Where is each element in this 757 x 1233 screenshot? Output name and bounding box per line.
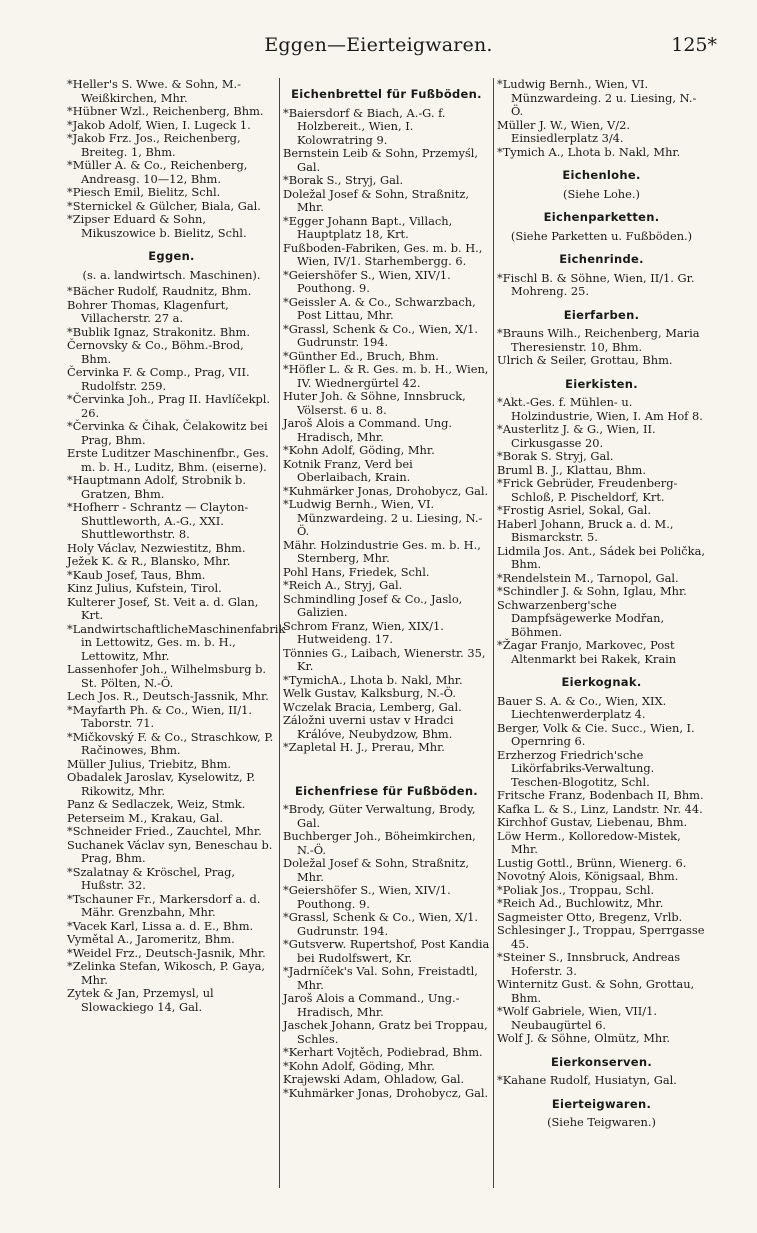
directory-entry: Novotný Alois, Königsaal, Bhm. xyxy=(497,869,679,883)
directory-entry: Panz & Sedlaczek, Weiz, Stmk. xyxy=(67,797,246,811)
directory-entry: *Žagar Franjo, Markovec, Post Altenmarkt bei Rakek, Krain xyxy=(497,638,677,666)
directory-entry: *Jakob Frz. Jos., Reichenberg, Breiteg. 1, Bhm. xyxy=(67,131,241,159)
directory-entry: Tönnies G., Laibach, Wienerstr. 35, Kr. xyxy=(283,645,486,673)
directory-entry: Holy Václav, Nezwiestitz, Bhm. xyxy=(67,540,246,555)
directory-entry: Ulrich & Seiler, Grottau, Bhm. xyxy=(497,353,673,367)
directory-entry: *Fischl B. & Söhne, Wien, II/1. Gr. Mohreng. 25. xyxy=(497,270,695,298)
directory-entry: *Reich Ad., Buchlowitz, Mhr. xyxy=(497,896,664,910)
directory-entry: *Höfler L. & R. Ges. m. b. H., Wien, IV. Wiednergürtel 42. xyxy=(283,362,489,390)
directory-entry: Obadalek Jaroslav, Kyselowitz, P. Rikowitz, Mhr. xyxy=(67,770,256,798)
cross-reference: (Siehe Teigwaren.) xyxy=(547,1115,656,1129)
directory-entry: Bohrer Thomas, Klagenfurt, Villacherstr. 27 a. xyxy=(67,297,229,325)
directory-entry: Mähr. Holzindustrie Ges. m. b. H., Sternberg, Mhr. xyxy=(283,537,481,565)
directory-entry: Erzherzog Friedrich'sche Likörfabriks-Verwaltung. Teschen-Blogotitz, Schl. xyxy=(497,747,655,789)
directory-entry: Lassenhofer Joh., Wilhelmsburg b. St. Pölten, N.-Ö. xyxy=(67,662,267,690)
directory-entry: *Jakob Adolf, Wien, I. Lugeck 1. xyxy=(67,117,251,132)
directory-entry: Bruml B. J., Klattau, Bhm. xyxy=(497,462,646,477)
directory-entry: Kafka L. & S., Linz, Landstr. Nr. 44. xyxy=(497,801,703,816)
directory-entry: Wczelak Bracia, Lemberg, Gal. xyxy=(283,699,462,714)
directory-entry: *Reich A., Stryj, Gal. xyxy=(283,578,403,592)
directory-entry: *Kohn Adolf, Göding, Mhr. xyxy=(283,1058,435,1073)
directory-entry: *Borak S., Stryj, Gal. xyxy=(283,173,404,187)
directory-entry: Bernstein Leib & Sohn, Przemyśl, Gal. xyxy=(283,146,479,174)
section-spacer xyxy=(283,755,490,775)
directory-entry: *Szalatnay & Kröschel, Prag, Hußstr. 32. xyxy=(67,864,236,892)
directory-entry: Löw Herm., Kolloredow-Mistek, Mhr. xyxy=(497,828,681,856)
directory-entry: Schrom Franz, Wien, XIX/1. Hutweideng. 17. xyxy=(283,618,444,646)
directory-entry: *Geissler A. & Co., Schwarzbach, Post Littau, Mhr. xyxy=(283,294,476,322)
directory-entry: Huter Joh. & Söhne, Innsbruck, Völserst. 6 u. 8. xyxy=(283,389,466,417)
directory-entry: Wolf J. & Söhne, Olmütz, Mhr. xyxy=(497,1031,671,1045)
directory-entry: *Vacek Karl, Lissa a. d. E., Bhm. xyxy=(67,918,254,933)
cross-reference: (Siehe Parketten u. Fußböden.) xyxy=(510,228,693,243)
section-heading: Eierkisten. xyxy=(565,376,638,391)
directory-entry: *TymichA., Lhota b. Nakl, Mhr. xyxy=(283,672,463,687)
directory-entry: *Červinka Joh., Prag II. Havlíčekpl. 26. xyxy=(67,392,271,420)
directory-entry: *Günther Ed., Bruch, Bhm. xyxy=(283,348,439,363)
directory-entry: Záložni uverni ustav v Hradci Králóve, Neubydzow, Bhm. xyxy=(283,713,454,741)
page-number: 125* xyxy=(671,34,717,56)
directory-entry: *Kahane Rudolf, Husiatyn, Gal. xyxy=(497,1073,677,1087)
directory-entry: *Austerlitz J. & G., Wien, II. Cirkusgasse 20. xyxy=(497,422,656,450)
directory-entry: Buchberger Joh., Böheimkirchen, N.-Ö. xyxy=(283,829,476,857)
section-heading: Eierkonserven. xyxy=(550,1054,653,1069)
directory-entry: *Piesch Emil, Bielitz, Schl. xyxy=(67,185,221,199)
directory-columns xyxy=(64,78,710,1188)
directory-entry: Krajewski Adam, Ohladow, Gal. xyxy=(283,1072,465,1086)
column-left xyxy=(64,77,286,1188)
directory-entry: Kinz Julius, Kufstein, Tirol. xyxy=(67,581,222,595)
directory-entry: *Kuhmärker Jonas, Drohobycz, Gal. xyxy=(283,1085,489,1100)
directory-entry: Jaroš Alois a Command., Ung.-Hradisch, Mhr. xyxy=(283,991,460,1019)
directory-entry: Lidmila Jos. Ant., Sádek bei Polička, Bhm. xyxy=(497,543,705,571)
directory-entry: *Zelinka Stefan, Wikosch, P. Gaya, Mhr. xyxy=(67,959,266,987)
directory-entry: *Schneider Fried., Zauchtel, Mhr. xyxy=(67,824,262,838)
directory-entry: Schwarzenberg'sche Dampfsägewerke Modřan, Böhmen. xyxy=(497,597,665,639)
directory-entry: Haberl Johann, Bruck a. d. M., Bismarckstr. 5. xyxy=(497,516,674,544)
section-heading: Eierfarben. xyxy=(563,307,640,322)
directory-entry: Vymětal A., Jaromeritz, Bhm. xyxy=(67,932,235,946)
directory-entry: Fußboden-Fabriken, Ges. m. b. H., Wien, IV/1. Starhembergg. 6. xyxy=(283,240,483,268)
cross-reference: (Siehe Lohe.) xyxy=(563,186,640,201)
directory-entry: Lech Jos. R., Deutsch-Jassnik, Mhr. xyxy=(67,689,269,703)
directory-entry: Kotnik Franz, Verd bei Oberlaibach, Krain. xyxy=(283,456,413,484)
directory-entry: Schmindling Josef & Co., Jaslo, Galizien. xyxy=(283,591,463,619)
section-heading: Eierkognak. xyxy=(561,675,642,689)
directory-entry: *Kuhmärker Jonas, Drohobycz, Gal. xyxy=(283,483,489,498)
section-heading: Eichenfriese für Fußböden. xyxy=(295,783,478,798)
directory-entry: *Akt.-Ges. f. Mühlen- u. Holzindustrie, Wien, I. Am Hof 8. xyxy=(497,395,703,423)
section-heading: Eierteigwaren. xyxy=(551,1096,652,1111)
section-heading: Eichenbrettel für Fußböden. xyxy=(291,87,482,101)
directory-entry: Winternitz Gust. & Sohn, Grottau, Bhm. xyxy=(497,977,695,1005)
directory-entry: Pohl Hans, Friedek, Schl. xyxy=(283,564,430,579)
directory-entry: *Zapletal H. J., Prerau, Mhr. xyxy=(283,740,445,754)
directory-entry: *Schindler J. & Sohn, Iglau, Mhr. xyxy=(497,584,687,598)
directory-entry: Müller J. W., Wien, V/2. Einsiedlerplatz 3/4. xyxy=(497,117,630,145)
directory-entry: Lustig Gottl., Brünn, Wienerg. 6. xyxy=(497,855,687,870)
directory-entry: *Baiersdorf & Biach, A.-G. f. Holzbereit., Wien, I. Kolowratring 9. xyxy=(283,105,446,147)
directory-entry: *Mičkovský F. & Co., Straschkow, P. Račinowes, Bhm. xyxy=(67,729,274,757)
section-heading: Eggen. xyxy=(148,249,195,263)
directory-entry: Doležal Josef & Sohn, Straßnitz, Mhr. xyxy=(283,186,470,214)
section-heading: Eichenlohe. xyxy=(562,168,641,182)
directory-entry: Kirchhof Gustav, Liebenau, Bhm. xyxy=(497,815,688,829)
directory-entry: Kulterer Josef, St. Veit a. d. Glan, Krt. xyxy=(67,594,259,622)
directory-entry: *Geiershöfer S., Wien, XIV/1. Pouthong. 9. xyxy=(283,883,451,911)
directory-entry: Zytek & Jan, Przemysl, ul Slowackiego 14, Gal. xyxy=(67,986,214,1014)
cross-reference: (s. a. landwirtsch. Maschinen). xyxy=(82,267,261,282)
directory-entry: Schlesinger J., Troppau, Sperrgasse 45. xyxy=(497,923,705,951)
column-middle xyxy=(279,78,494,1188)
directory-entry: *Poliak Jos., Troppau, Schl. xyxy=(497,882,655,897)
directory-entry: Fritsche Franz, Bodenbach II, Bhm. xyxy=(497,788,704,802)
directory-entry: Bauer S. A. & Co., Wien, XIX. Liechtenwerderplatz 4. xyxy=(497,693,667,721)
directory-entry: *Kaub Josef, Taus, Bhm. xyxy=(67,567,206,582)
section-heading: Eichenparketten. xyxy=(543,210,660,224)
directory-entry: *Kerhart Vojtěch, Podiebrad, Bhm. xyxy=(283,1045,483,1059)
directory-entry: *Müller A. & Co., Reichenberg, Andreasg. 10—12, Bhm. xyxy=(67,158,248,186)
directory-entry: *LandwirtschaftlicheMaschinenfabrik in Lettowitz, Ges. m. b. H., Lettowitz, Mhr. xyxy=(67,621,286,663)
page-title: Eggen—Eierteigwaren. xyxy=(264,34,493,56)
directory-entry: *Hofherr - Schrantz — Clayton-Shuttleworth, A.-G., XXI. Shuttleworthstr. 8. xyxy=(67,500,249,541)
directory-entry: *Tymich A., Lhota b. Nakl, Mhr. xyxy=(497,144,681,159)
directory-entry: *Egger Johann Bapt., Villach, Hauptplatz 18, Krt. xyxy=(283,213,453,241)
directory-entry: *Hauptmann Adolf, Strobnik b. Gratzen, Bhm. xyxy=(67,473,246,501)
directory-entry: *Jadrníček's Val. Sohn, Freistadtl, Mhr. xyxy=(283,964,478,992)
directory-entry: *Ludwig Bernh., Wien, VI. Münzwardeing. 2 u. Liesing, N.-Ö. xyxy=(497,77,697,118)
directory-entry: *Geiershöfer S., Wien, XIV/1. Pouthong. 9. xyxy=(283,267,451,295)
directory-entry: *Gutsverw. Rupertshof, Post Kandia bei Rudolfswert, Kr. xyxy=(283,937,490,965)
directory-entry: *Bublik Ignaz, Strakonitz. Bhm. xyxy=(67,324,250,339)
directory-entry: *Hübner Wzl., Reichenberg, Bhm. xyxy=(67,104,264,118)
directory-entry: Erste Luditzer Maschinenfbr., Ges. m. b. H., Luditz, Bhm. (eiserne). xyxy=(67,446,269,474)
directory-entry: *Heller's S. Wwe. & Sohn, M.-Weißkirchen, Mhr. xyxy=(67,77,241,105)
directory-entry: Berger, Volk & Cie. Succ., Wien, I. Opernring 6. xyxy=(497,720,695,748)
directory-entry: *Mayfarth Ph. & Co., Wien, II/1. Taborstr. 71. xyxy=(67,702,252,730)
directory-entry: *Zipser Eduard & Sohn, Mikuszowice b. Bielitz, Schl. xyxy=(67,212,247,240)
directory-entry: *Weidel Frz., Deutsch-Jasnik, Mhr. xyxy=(67,945,266,960)
directory-entry: *Frick Gebrüder, Freudenberg-Schloß, P. Pischeldorf, Krt. xyxy=(497,476,678,504)
directory-entry: Jaschek Johann, Gratz bei Troppau, Schles. xyxy=(283,1018,488,1046)
directory-entry: *Červinka & Čihak, Čelakowitz bei Prag, Bhm. xyxy=(67,419,268,447)
directory-entry: Suchanek Václav syn, Beneschau b. Prag, Bhm. xyxy=(67,837,273,865)
directory-entry: *Rendelstein M., Tarnopol, Gal. xyxy=(497,570,679,585)
directory-entry: *Kohn Adolf, Göding, Mhr. xyxy=(283,443,435,457)
directory-entry: *Brauns Wilh., Reichenberg, Maria Theresienstr. 10, Bhm. xyxy=(497,326,700,354)
directory-entry: Černovsky & Co., Böhm.-Brod, Bhm. xyxy=(67,338,244,366)
directory-entry: Sagmeister Otto, Bregenz, Vrlb. xyxy=(497,909,683,924)
directory-entry: *Wolf Gabriele, Wien, VII/1. Neubaugürtel 6. xyxy=(497,1004,658,1032)
directory-entry: Ježek K. & R., Blansko, Mhr. xyxy=(67,554,231,568)
directory-entry: *Frostig Asriel, Sokal, Gal. xyxy=(497,503,652,517)
directory-entry: *Ludwig Bernh., Wien, VI. Münzwardeing. 2 u. Liesing, N.-Ö. xyxy=(283,497,483,538)
directory-entry: *Bächer Rudolf, Raudnitz, Bhm. xyxy=(67,284,252,298)
directory-entry: Doležal Josef & Sohn, Straßnitz, Mhr. xyxy=(283,856,470,884)
directory-entry: *Grassl, Schenk & Co., Wien, X/1. Gudrunstr. 194. xyxy=(283,910,479,938)
directory-entry: *Steiner S., Innsbruck, Andreas Hoferstr. 3. xyxy=(497,950,681,978)
directory-entry: Červinka F. & Comp., Prag, VII. Rudolfstr. 259. xyxy=(67,365,250,393)
directory-entry: *Grassl, Schenk & Co., Wien, X/1. Gudrunstr. 194. xyxy=(283,321,479,349)
column-right xyxy=(494,78,709,1188)
directory-entry: *Borak S. Stryj, Gal. xyxy=(497,449,614,463)
directory-entry: Jaroš Alois a Command. Ung. Hradisch, Mhr. xyxy=(283,416,453,444)
directory-entry: *Brody, Güter Verwaltung, Brody, Gal. xyxy=(283,802,476,830)
directory-entry: Welk Gustav, Kalksburg, N.-Ö. xyxy=(283,686,456,700)
directory-entry: *Sternickel & Gülcher, Biala, Gal. xyxy=(67,198,261,213)
directory-entry: *Tschauner Fr., Markersdorf a. d. Mähr. Grenzbahn, Mhr. xyxy=(67,891,261,919)
section-heading: Eichenrinde. xyxy=(559,252,644,266)
directory-entry: Peterseim M., Krakau, Gal. xyxy=(67,810,224,825)
directory-entry: Müller Julius, Triebitz, Bhm. xyxy=(67,756,232,771)
